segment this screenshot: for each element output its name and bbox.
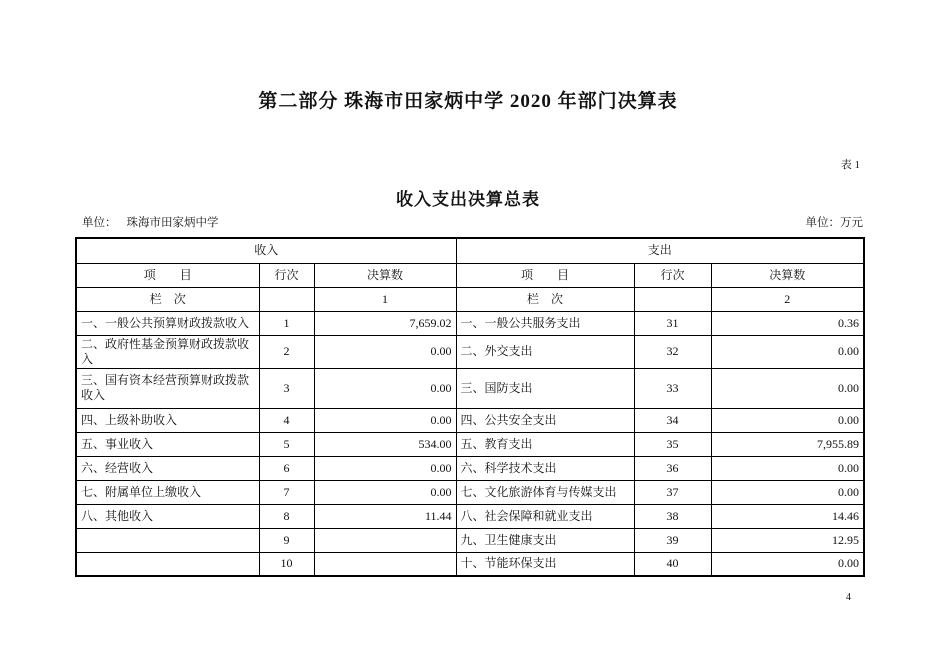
income-line-cell: 1 (259, 311, 314, 335)
expense-item-cell: 五、教育支出 (456, 432, 634, 456)
table-row (76, 552, 864, 576)
income-item-cell: 四、上级补助收入 (76, 408, 259, 432)
expense-item-cell: 十、节能环保支出 (456, 552, 634, 576)
expense-amount-cell: 7,955.89 (711, 432, 864, 456)
table-column-header-row (76, 263, 864, 287)
income-amount-cell: 0.00 (314, 335, 456, 368)
income-line-header: 行次 (259, 263, 314, 287)
income-index-number: 1 (314, 287, 456, 311)
income-amount-cell (314, 552, 456, 576)
table-row (76, 480, 864, 504)
income-index-label: 栏 次 (76, 287, 259, 311)
expense-line-cell: 31 (634, 311, 711, 335)
table-section-header-row (76, 238, 864, 263)
income-amount-cell: 0.00 (314, 480, 456, 504)
expense-line-cell: 37 (634, 480, 711, 504)
expense-amount-cell: 14.46 (711, 504, 864, 528)
table-row (76, 504, 864, 528)
income-amount-cell: 7,659.02 (314, 311, 456, 335)
table-row (76, 432, 864, 456)
income-amount-cell: 0.00 (314, 368, 456, 408)
income-item-cell: 二、政府性基金预算财政拨款收入 (76, 335, 259, 368)
reporting-unit-value: 珠海市田家炳中学 (126, 217, 219, 229)
expense-item-cell: 九、卫生健康支出 (456, 528, 634, 552)
income-amount-cell: 534.00 (314, 432, 456, 456)
expense-item-cell: 四、公共安全支出 (456, 408, 634, 432)
expense-line-cell: 34 (634, 408, 711, 432)
income-line-cell: 6 (259, 456, 314, 480)
expense-line-cell: 39 (634, 528, 711, 552)
expense-item-cell: 一、一般公共服务支出 (456, 311, 634, 335)
income-section-header: 收入 (76, 238, 456, 263)
expense-amount-header: 决算数 (711, 263, 864, 287)
income-item-cell (76, 552, 259, 576)
reporting-unit (75, 214, 219, 230)
table-column-index-row (76, 287, 864, 311)
unit-labels-row (75, 214, 863, 230)
table-row (76, 456, 864, 480)
income-line-cell: 5 (259, 432, 314, 456)
expense-line-cell: 35 (634, 432, 711, 456)
expense-line-header: 行次 (634, 263, 711, 287)
table-row (76, 408, 864, 432)
expense-item-header: 项 目 (456, 263, 634, 287)
table-row (76, 368, 864, 408)
reporting-unit-label: 单位： (82, 217, 117, 229)
table-row (76, 311, 864, 335)
page-number: 4 (846, 592, 851, 603)
expense-line-cell: 32 (634, 335, 711, 368)
income-line-cell: 3 (259, 368, 314, 408)
table-row (76, 528, 864, 552)
expense-amount-cell: 0.00 (711, 456, 864, 480)
expense-item-cell: 三、国防支出 (456, 368, 634, 408)
expense-amount-cell: 12.95 (711, 528, 864, 552)
table-row (76, 335, 864, 368)
income-line-cell: 7 (259, 480, 314, 504)
expense-item-cell: 八、社会保障和就业支出 (456, 504, 634, 528)
expense-item-cell: 七、文化旅游体育与传媒支出 (456, 480, 634, 504)
expense-index-blank (634, 287, 711, 311)
income-line-cell: 2 (259, 335, 314, 368)
expense-amount-cell: 0.00 (711, 552, 864, 576)
expense-index-label: 栏 次 (456, 287, 634, 311)
income-item-cell (76, 528, 259, 552)
income-line-cell: 10 (259, 552, 314, 576)
expense-line-cell: 38 (634, 504, 711, 528)
table-data-body (76, 311, 864, 576)
income-item-cell: 八、其他收入 (76, 504, 259, 528)
expense-line-cell: 36 (634, 456, 711, 480)
expense-amount-cell: 0.00 (711, 335, 864, 368)
income-line-cell: 8 (259, 504, 314, 528)
expense-section-header: 支出 (456, 238, 864, 263)
income-item-cell: 七、附属单位上缴收入 (76, 480, 259, 504)
budget-summary-table (75, 237, 865, 577)
table-title: 收入支出决算总表 (396, 190, 540, 209)
expense-amount-cell: 0.00 (711, 368, 864, 408)
income-index-blank (259, 287, 314, 311)
income-item-cell: 三、国有资本经营预算财政拨款收入 (76, 368, 259, 408)
expense-item-cell: 二、外交支出 (456, 335, 634, 368)
income-item-cell: 六、经营收入 (76, 456, 259, 480)
income-item-cell: 五、事业收入 (76, 432, 259, 456)
income-amount-header: 决算数 (314, 263, 456, 287)
expense-line-cell: 40 (634, 552, 711, 576)
income-amount-cell: 11.44 (314, 504, 456, 528)
expense-amount-cell: 0.00 (711, 408, 864, 432)
income-item-header: 项 目 (76, 263, 259, 287)
income-amount-cell: 0.00 (314, 408, 456, 432)
income-item-cell: 一、一般公共预算财政拨款收入 (76, 311, 259, 335)
expense-amount-cell: 0.00 (711, 480, 864, 504)
expense-item-cell: 六、科学技术支出 (456, 456, 634, 480)
document-title: 第二部分 珠海市田家炳中学 2020 年部门决算表 (258, 91, 678, 112)
income-amount-cell: 0.00 (314, 456, 456, 480)
expense-amount-cell: 0.36 (711, 311, 864, 335)
table-number-tag: 表 1 (840, 159, 860, 171)
currency-unit-label: 单位：万元 (805, 217, 863, 229)
income-line-cell: 4 (259, 408, 314, 432)
expense-index-number: 2 (711, 287, 864, 311)
income-amount-cell (314, 528, 456, 552)
expense-line-cell: 33 (634, 368, 711, 408)
income-line-cell: 9 (259, 528, 314, 552)
